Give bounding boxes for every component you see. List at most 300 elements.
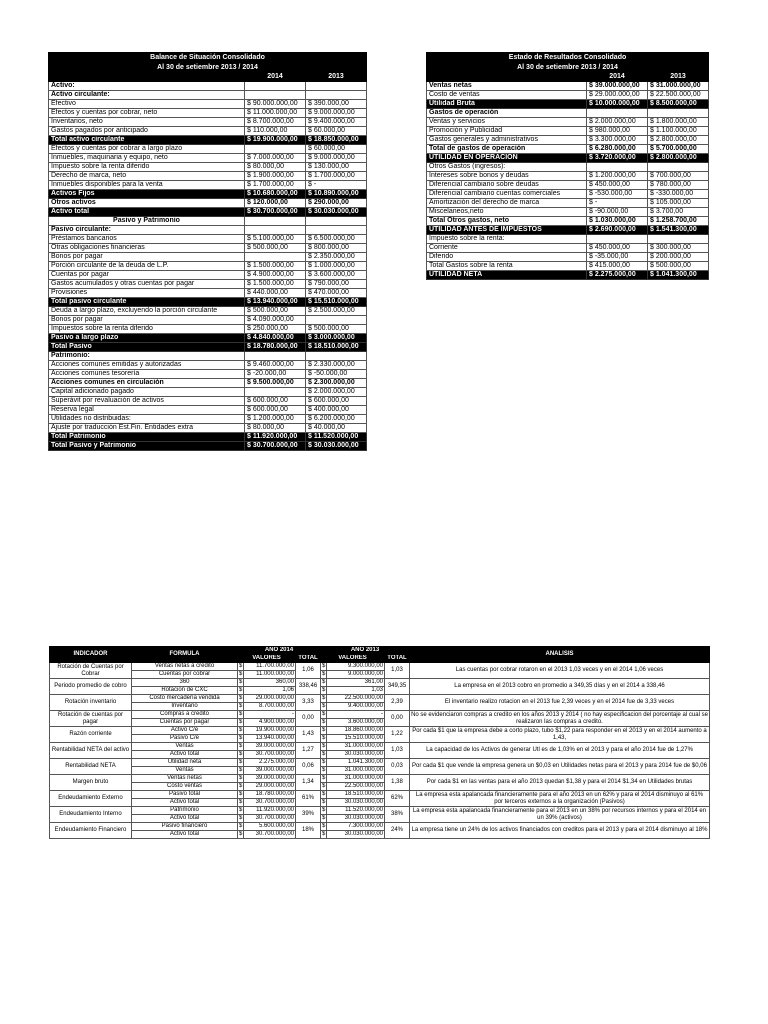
ratio-indicator: Margen bruto bbox=[50, 775, 132, 791]
results-row-2013: $ 300.000,00 bbox=[648, 244, 709, 253]
results-subtitle: Al 30 de setiembre 2013 / 2014 bbox=[427, 63, 709, 73]
balance-row bbox=[49, 190, 367, 199]
ratios-header-analisis: ANALISIS bbox=[410, 647, 710, 663]
ratio-2014-total: 0,06 bbox=[296, 759, 321, 775]
currency-sign: $ bbox=[322, 703, 326, 709]
ratio-2014-total: 1,06 bbox=[296, 663, 321, 679]
results-row bbox=[427, 208, 709, 217]
ratio-2013-numerator: - bbox=[327, 711, 385, 719]
results-row-2014: $ 1.030.000,00 bbox=[587, 217, 648, 226]
balance-row-label: Otros activos bbox=[49, 199, 245, 208]
results-row bbox=[427, 217, 709, 226]
ratio-2013-numerator: 1.041.300,00 bbox=[327, 759, 385, 767]
balance-row-2014: $ 30.700.000,00 bbox=[245, 208, 306, 217]
currency-sign: $ bbox=[239, 807, 243, 813]
ratios-header-formula: FORMULA bbox=[132, 647, 238, 663]
balance-row-label: Activo total bbox=[49, 208, 245, 217]
results-row-2013: $ 1.258.700,00 bbox=[648, 217, 709, 226]
results-row bbox=[427, 118, 709, 127]
balance-row-2014: $ 1.500.000,00 bbox=[245, 280, 306, 289]
balance-row-2014 bbox=[245, 226, 306, 235]
results-row-label: Ventas y servicios bbox=[427, 118, 587, 127]
balance-row-label: Reserva legal bbox=[49, 406, 245, 415]
results-row bbox=[427, 181, 709, 190]
balance-row-2014: $ 11.920.000,00 bbox=[245, 433, 306, 442]
balance-row-2013: $ 6.200.000,00 bbox=[306, 415, 367, 424]
ratio-formula-numerator: Ventas netas bbox=[132, 775, 238, 783]
ratio-2013-total: 1,03 bbox=[385, 663, 410, 679]
balance-row bbox=[49, 397, 367, 406]
ratio-formula-numerator: Pasivo total bbox=[132, 791, 238, 799]
ratio-formula-numerator: Costo mercadería vendida bbox=[132, 695, 238, 703]
results-row bbox=[427, 253, 709, 262]
currency-sign: $ bbox=[322, 815, 326, 821]
results-row-2013: $ 1.541.300,00 bbox=[648, 226, 709, 235]
results-row-2013: $ 1.800.000,00 bbox=[648, 118, 709, 127]
results-row-2013: $ 1.041.300,00 bbox=[648, 271, 709, 280]
results-row-label: Total Otros gastos, neto bbox=[427, 217, 587, 226]
results-row-2014: $ 980.000,00 bbox=[587, 127, 648, 136]
results-row-label: UTILIDAD EN OPERACIÓN bbox=[427, 154, 587, 163]
balance-row-2014: $ 10.680.000,00 bbox=[245, 190, 306, 199]
balance-subtitle: Al 30 de setiembre 2013 / 2014 bbox=[49, 63, 367, 73]
ratio-analysis: Por cada $1 en las ventas para el año 2013 quedan $1,38 y para el 2014 $1,34 en Utilidades brutas bbox=[410, 775, 710, 791]
balance-row-label: Inmuebles disponibles para la venta bbox=[49, 181, 245, 190]
balance-sheet-table bbox=[48, 52, 366, 451]
balance-row bbox=[49, 109, 367, 118]
currency-sign: $ bbox=[322, 831, 326, 837]
currency-sign: $ bbox=[239, 719, 243, 725]
ratio-analysis: La capacidad de los Activos de generar Utl es de 1,03% en el 2013 y para el año 2014 fue de 1,27% bbox=[410, 743, 710, 759]
ratios-header-valores-2013: VALORES bbox=[321, 655, 385, 663]
balance-row-2014 bbox=[245, 253, 306, 262]
results-row-label: Corriente bbox=[427, 244, 587, 253]
results-row-2014: $ 29.000.000,00 bbox=[587, 91, 648, 100]
balance-row-2013: $ 10.890.000,00 bbox=[306, 190, 367, 199]
currency-sign: $ bbox=[239, 799, 243, 805]
ratio-2013-total: 2,39 bbox=[385, 695, 410, 711]
balance-row-label: Bonos por pagar bbox=[49, 316, 245, 325]
currency-sign: $ bbox=[322, 791, 326, 797]
currency-sign: $ bbox=[239, 703, 243, 709]
results-row bbox=[427, 145, 709, 154]
balance-row-label: Patrimonio: bbox=[49, 352, 245, 361]
results-row bbox=[427, 82, 709, 91]
balance-row-2014: $ 500.000,00 bbox=[245, 244, 306, 253]
results-row-2014: $ 450.000,00 bbox=[587, 244, 648, 253]
results-row-label: Total Gastos sobre la renta bbox=[427, 262, 587, 271]
results-row-label: Amortización del derecho de marca bbox=[427, 199, 587, 208]
balance-row-2013: $ 30.030.000,00 bbox=[306, 442, 367, 451]
ratios-header-valores-2014: VALORES bbox=[238, 655, 296, 663]
ratio-analysis: La empresa en el 2013 cobro en promedio a 349,35 días y en el 2014 a 338,46 bbox=[410, 679, 710, 695]
ratio-2014-numerator: 11.920.000,00 bbox=[244, 807, 296, 815]
balance-row-label: Pasivo circulante: bbox=[49, 226, 245, 235]
currency-sign: $ bbox=[239, 727, 243, 733]
ratio-analysis: No se evidenciaron compras a credito en los años 2013 y 2014 ( no hay especificacion del porcentaje al cual se realizaron las compras a credito. bbox=[411, 711, 708, 725]
balance-row-label: Superávit por revaluación de activos bbox=[49, 397, 245, 406]
results-row bbox=[427, 109, 709, 118]
currency-sign: $ bbox=[239, 751, 243, 757]
ratio-row bbox=[50, 759, 710, 767]
results-row bbox=[427, 226, 709, 235]
ratio-2014-denominator: 1,06 bbox=[244, 687, 296, 695]
ratio-2013-total: 62% bbox=[385, 791, 410, 807]
balance-row-label: Total activo circulante bbox=[49, 136, 245, 145]
results-row-2014: $ 3.300.000,00 bbox=[587, 136, 648, 145]
results-row-2013: $ 700.000,00 bbox=[648, 172, 709, 181]
currency-sign: $ bbox=[239, 831, 243, 837]
results-row bbox=[427, 244, 709, 253]
currency-sign: $ bbox=[239, 671, 243, 677]
ratio-2013-total: 0,00 bbox=[385, 711, 410, 727]
currency-sign: $ bbox=[239, 767, 243, 773]
balance-row-label: Utilidades no distribuidas: bbox=[49, 415, 245, 424]
balance-row-2013: $ 2.350.000,00 bbox=[306, 253, 367, 262]
balance-row-2013: $ 3.600.000,00 bbox=[306, 271, 367, 280]
currency-sign: $ bbox=[239, 735, 243, 741]
ratio-indicator: Endeudamiento Externo bbox=[50, 791, 132, 807]
results-row-2013: $ 780.000,00 bbox=[648, 181, 709, 190]
balance-row-2014: $ 4.840.000,00 bbox=[245, 334, 306, 343]
ratio-formula-denominator: Cuentas por cobrar bbox=[132, 671, 238, 679]
currency-sign: $ bbox=[322, 783, 326, 789]
ratios-header-total-2013: TOTAL bbox=[385, 655, 410, 663]
balance-row-label: Bonos por pagar bbox=[49, 253, 245, 262]
ratio-2013-denominator: 31.000.000,00 bbox=[327, 767, 385, 775]
results-row-2014 bbox=[587, 163, 648, 172]
results-row-2014: $ -90.000,00 bbox=[587, 208, 648, 217]
ratios-header-2014: AÑO 2014 bbox=[238, 647, 321, 655]
balance-row-2014: $ 90.000.000,00 bbox=[245, 100, 306, 109]
balance-row-label: Total Pasivo bbox=[49, 343, 245, 352]
balance-row-2014: $ 1.900.000,00 bbox=[245, 172, 306, 181]
ratio-2014-denominator: 30.700.000,00 bbox=[244, 831, 296, 839]
results-row-2014: $ 2.000.000,00 bbox=[587, 118, 648, 127]
balance-row-label: Acciones comunes en circulación bbox=[49, 379, 245, 388]
balance-row-2013: $ 1.000.000,00 bbox=[306, 262, 367, 271]
balance-row-label: Provisiones bbox=[49, 289, 245, 298]
ratio-indicator: Rotación inventario bbox=[50, 695, 132, 711]
balance-col-2013: 2013 bbox=[306, 73, 367, 82]
balance-row-2014: $ 7.000.000,00 bbox=[245, 154, 306, 163]
results-row-2013: $ 2.800.000,00 bbox=[648, 154, 709, 163]
currency-sign: $ bbox=[322, 775, 326, 781]
balance-row-2013: $ 3.000.000,00 bbox=[306, 334, 367, 343]
balance-row bbox=[49, 127, 367, 136]
balance-row-2013: $ 6.500.000,00 bbox=[306, 235, 367, 244]
balance-row-label: Activo circulante: bbox=[49, 91, 245, 100]
results-row-label: Gastos de operación bbox=[427, 109, 587, 118]
balance-row bbox=[49, 343, 367, 352]
results-row-label: Diferencial cambiario sobre deudas bbox=[427, 181, 587, 190]
balance-row bbox=[49, 442, 367, 451]
results-row-2013 bbox=[648, 163, 709, 172]
ratio-2014-numerator: 5.600.000,00 bbox=[244, 823, 296, 831]
ratio-analysis: La empresa esta apalancada financieramente para el 2013 en un 38% por recursos internos y para el 2014 en un 39% (activos) bbox=[410, 807, 710, 823]
balance-row bbox=[49, 226, 367, 235]
balance-row-2013: $ 800.000,00 bbox=[306, 244, 367, 253]
currency-sign: $ bbox=[322, 663, 326, 669]
ratios-header-total-2014: TOTAL bbox=[296, 655, 321, 663]
balance-row-label: Total Pasivo y Patrimonio bbox=[49, 442, 245, 451]
ratio-2014-denominator: 29.000.000,00 bbox=[244, 783, 296, 791]
balance-row bbox=[49, 370, 367, 379]
ratio-2014-total: 39% bbox=[296, 807, 321, 823]
currency-sign: $ bbox=[239, 679, 243, 685]
results-row-2013: $ 2.800.000,00 bbox=[648, 136, 709, 145]
currency-sign: $ bbox=[239, 815, 243, 821]
results-row-label: Total de gastos de operación bbox=[427, 145, 587, 154]
balance-row-2013: $ 18.510.000,00 bbox=[306, 343, 367, 352]
ratio-2014-total: 338,46 bbox=[296, 679, 321, 695]
currency-sign: $ bbox=[239, 743, 243, 749]
results-row-2014: $ 6.280.000,00 bbox=[587, 145, 648, 154]
balance-row bbox=[49, 208, 367, 217]
balance-row-label: Impuestos sobre la renta diferido bbox=[49, 325, 245, 334]
balance-row-2014: $ 80.000,00 bbox=[245, 163, 306, 172]
balance-row bbox=[49, 406, 367, 415]
balance-row-2014: $ 8.700.000,00 bbox=[245, 118, 306, 127]
ratio-2014-numerator: 39.000.000,00 bbox=[244, 775, 296, 783]
results-row-2014: $ -530.000,00 bbox=[587, 190, 648, 199]
results-row-2013: $ 1.100.000,00 bbox=[648, 127, 709, 136]
results-row-2014: $ 3.720.000,00 bbox=[587, 154, 648, 163]
balance-row-2013: $ 600.000,00 bbox=[306, 397, 367, 406]
ratio-2014-total: 1,34 bbox=[296, 775, 321, 791]
currency-sign: $ bbox=[239, 791, 243, 797]
ratio-formula-denominator: Activo total bbox=[132, 751, 238, 759]
ratio-indicator: Rentabilidad NETA bbox=[50, 759, 132, 775]
income-statement-table bbox=[426, 52, 708, 280]
ratio-2013-total: 38% bbox=[385, 807, 410, 823]
balance-row-2013: $ 9.000.000,00 bbox=[306, 154, 367, 163]
results-row-2014 bbox=[587, 109, 648, 118]
results-row bbox=[427, 154, 709, 163]
balance-row-2014: $ 1.700.000,00 bbox=[245, 181, 306, 190]
currency-sign: $ bbox=[239, 823, 243, 829]
ratio-2014-total: 61% bbox=[296, 791, 321, 807]
ratio-formula-denominator: Ventas bbox=[132, 767, 238, 775]
balance-row bbox=[49, 244, 367, 253]
results-row-2014 bbox=[587, 235, 648, 244]
balance-row bbox=[49, 271, 367, 280]
results-row bbox=[427, 172, 709, 181]
ratio-row bbox=[50, 823, 710, 831]
ratio-indicator: Endeudamiento Financiero bbox=[50, 823, 132, 839]
balance-row-label: Impuesto sobre la renta diferido bbox=[49, 163, 245, 172]
ratio-formula-numerator: Activo C/e bbox=[132, 727, 238, 735]
balance-row-2014: $ 11.000.000,00 bbox=[245, 109, 306, 118]
results-row-label: Promoción y Publicidad bbox=[427, 127, 587, 136]
balance-row bbox=[49, 217, 367, 226]
results-row bbox=[427, 91, 709, 100]
ratio-2014-numerator: 39.000.000,00 bbox=[244, 743, 296, 751]
balance-row-label: Préstamos bancarios bbox=[49, 235, 245, 244]
currency-sign: $ bbox=[322, 751, 326, 757]
balance-row-2013: $ 290.000,00 bbox=[306, 199, 367, 208]
results-row bbox=[427, 163, 709, 172]
results-row-label: Miscelaneos,neto bbox=[427, 208, 587, 217]
results-row-2013: $ 3.700,00 bbox=[648, 208, 709, 217]
results-row-2013 bbox=[648, 235, 709, 244]
results-row-label: Otros Gastos (ingresos): bbox=[427, 163, 587, 172]
balance-row-2013 bbox=[306, 352, 367, 361]
currency-sign: $ bbox=[322, 823, 326, 829]
results-row-2013: $ 105.000,00 bbox=[648, 199, 709, 208]
currency-sign: $ bbox=[322, 759, 326, 765]
ratio-row bbox=[50, 807, 710, 815]
results-header-blank bbox=[427, 73, 587, 82]
ratio-2013-denominator: 22.500.000,00 bbox=[327, 783, 385, 791]
results-row-2014: $ 10.000.000,00 bbox=[587, 100, 648, 109]
results-row-label: UTILIDAD ANTES DE IMPUESTOS bbox=[427, 226, 587, 235]
ratio-indicator: Endeudamiento Interno bbox=[50, 807, 132, 823]
ratios-table bbox=[49, 646, 709, 839]
balance-row-2014 bbox=[245, 145, 306, 154]
results-row-2013: $ 500.000,00 bbox=[648, 262, 709, 271]
ratio-2013-numerator: 7.300.000,00 bbox=[327, 823, 385, 831]
ratio-2013-numerator: 361,00 bbox=[327, 679, 385, 687]
results-title: Estado de Resultados Consolidado bbox=[427, 53, 709, 63]
results-row-label: Ventas netas bbox=[427, 82, 587, 91]
balance-row-2013 bbox=[306, 82, 367, 91]
balance-row-2014: $ 110.000,00 bbox=[245, 127, 306, 136]
balance-row-2013: $ 60.000,00 bbox=[306, 127, 367, 136]
currency-sign: $ bbox=[322, 711, 326, 717]
balance-row-2013 bbox=[306, 217, 367, 226]
ratio-analysis: La empresa tiene un 24% de los activos financiados con creditos para el 2013 y para el 2014 disminuyo al 18% bbox=[410, 823, 710, 839]
results-row-label: Impuesto sobre la renta: bbox=[427, 235, 587, 244]
ratio-formula-numerator: Compras a credito bbox=[132, 711, 238, 719]
ratio-2014-total: 1,27 bbox=[296, 743, 321, 759]
ratio-2013-numerator: 18.510.000,00 bbox=[327, 791, 385, 799]
ratio-analysis: Las cuentas por cobrar rotaron en el 2013 1,03 veces y en el 2014 1,06 veces bbox=[410, 663, 710, 679]
balance-row-2014: $ 1.500.000,00 bbox=[245, 262, 306, 271]
currency-sign: $ bbox=[322, 735, 326, 741]
ratio-2014-total: 3,33 bbox=[296, 695, 321, 711]
balance-row-2013 bbox=[306, 91, 367, 100]
currency-sign: $ bbox=[322, 799, 326, 805]
ratio-row bbox=[50, 695, 710, 703]
ratio-formula-denominator: Activo total bbox=[132, 831, 238, 839]
balance-row bbox=[49, 253, 367, 262]
ratio-row bbox=[50, 775, 710, 783]
ratio-indicator: Rotación de Cuentas por Cobrar bbox=[50, 663, 132, 679]
balance-row-2013: $ - bbox=[306, 181, 367, 190]
balance-row bbox=[49, 325, 367, 334]
balance-row-label: Inmuebles, maquinaria y equipo, neto bbox=[49, 154, 245, 163]
balance-row-2014: $ 4.090.000,00 bbox=[245, 316, 306, 325]
balance-row-label: Activo: bbox=[49, 82, 245, 91]
balance-row-label: Activos Fijos bbox=[49, 190, 245, 199]
balance-row-2013: $ 9.000.000,00 bbox=[306, 109, 367, 118]
currency-sign: $ bbox=[239, 759, 243, 765]
results-row bbox=[427, 127, 709, 136]
balance-row bbox=[49, 262, 367, 271]
balance-row-2014: $ 4.900.000,00 bbox=[245, 271, 306, 280]
balance-row-2013: $ 18.850.000,00 bbox=[306, 136, 367, 145]
balance-row-2013: $ 30.030.000,00 bbox=[306, 208, 367, 217]
balance-row-2013: $ 11.520.000,00 bbox=[306, 433, 367, 442]
balance-row bbox=[49, 316, 367, 325]
balance-row-label: Efectivo bbox=[49, 100, 245, 109]
balance-row-2014 bbox=[245, 217, 306, 226]
balance-row-2014: $ 440.000,00 bbox=[245, 289, 306, 298]
balance-row-2013: $ 2.000.000,00 bbox=[306, 388, 367, 397]
balance-row-2013: $ 40.000,00 bbox=[306, 424, 367, 433]
balance-row-2014: $ -20.000,00 bbox=[245, 370, 306, 379]
ratio-2014-denominator: 30.700.000,00 bbox=[244, 751, 296, 759]
ratio-2014-numerator: - bbox=[244, 711, 296, 719]
balance-row-2014: $ 5.100.000,00 bbox=[245, 235, 306, 244]
currency-sign: $ bbox=[322, 687, 326, 693]
balance-row-2013: $ 1.700.000,00 bbox=[306, 172, 367, 181]
ratio-2013-total: 1,03 bbox=[385, 743, 410, 759]
balance-row-label: Inventarios, neto bbox=[49, 118, 245, 127]
results-row-label: UTILIDAD NETA bbox=[427, 271, 587, 280]
balance-row bbox=[49, 181, 367, 190]
balance-row-label: Deuda a largo plazo, excluyendo la porción circulante bbox=[49, 307, 245, 316]
ratio-2013-numerator: 31.000.000,00 bbox=[327, 743, 385, 751]
ratio-2014-numerator: 18.780.000,00 bbox=[244, 791, 296, 799]
results-row-2014: $ 39.000.000,00 bbox=[587, 82, 648, 91]
ratio-2013-denominator: 9.000.000,00 bbox=[327, 671, 385, 679]
ratio-2014-denominator: 11.000.000,00 bbox=[244, 671, 296, 679]
balance-row bbox=[49, 379, 367, 388]
ratio-indicator: Rotación de cuentas por pagar bbox=[50, 711, 132, 727]
balance-row-2014: $ 500.000,00 bbox=[245, 307, 306, 316]
ratio-formula-numerator: 360 bbox=[132, 679, 238, 687]
results-row-2013: $ -330.000,00 bbox=[648, 190, 709, 199]
ratio-indicator: Razón corriente bbox=[50, 727, 132, 743]
results-row bbox=[427, 100, 709, 109]
balance-row-label: Capital adicionado pagado bbox=[49, 388, 245, 397]
balance-row bbox=[49, 352, 367, 361]
results-row bbox=[427, 262, 709, 271]
ratio-2013-denominator: 30.030.000,00 bbox=[327, 799, 385, 807]
results-col-2014: 2014 bbox=[587, 73, 648, 82]
balance-row-label: Acciones comunes emitidas y autorizadas bbox=[49, 361, 245, 370]
ratio-row bbox=[50, 743, 710, 751]
balance-row bbox=[49, 82, 367, 91]
balance-col-2014: 2014 bbox=[245, 73, 306, 82]
balance-row-2014 bbox=[245, 352, 306, 361]
ratio-analysis: Por cada $1 que vende la empresa genera un $0,03 en Utilidades netas para el 2013 y para 2014 fue de $0,06 bbox=[410, 759, 710, 775]
balance-row bbox=[49, 433, 367, 442]
results-row bbox=[427, 190, 709, 199]
ratio-2013-denominator: 3.600.000,00 bbox=[327, 719, 385, 727]
results-row-2014: $ 415.000,00 bbox=[587, 262, 648, 271]
ratio-row bbox=[50, 663, 710, 671]
results-row-label: Utilidad Bruta bbox=[427, 100, 587, 109]
ratio-2013-numerator: 11.520.000,00 bbox=[327, 807, 385, 815]
balance-row-2013: $ 60.000,00 bbox=[306, 145, 367, 154]
results-row-2014: $ 450.000,00 bbox=[587, 181, 648, 190]
balance-row-2014: $ 250.000,00 bbox=[245, 325, 306, 334]
ratio-formula-denominator: Cuentas por pagar bbox=[132, 719, 238, 727]
ratio-2013-numerator: 31.000.000,00 bbox=[327, 775, 385, 783]
ratio-2013-denominator: 15.510.000,00 bbox=[327, 735, 385, 743]
balance-row-2013 bbox=[306, 316, 367, 325]
results-row-2013: $ 200.000,00 bbox=[648, 253, 709, 262]
currency-sign: $ bbox=[239, 783, 243, 789]
ratio-indicator: Rentabilidad NETA del activo bbox=[50, 743, 132, 759]
ratio-analysis: La empresa esta apalancada financieramente para el año 2013 en un 62% y para el 2014 disminuyo al 61% por terceros externos a la organización (Pasivos) bbox=[410, 791, 710, 807]
ratio-formula-denominator: Activo total bbox=[132, 815, 238, 823]
balance-row bbox=[49, 388, 367, 397]
currency-sign: $ bbox=[322, 767, 326, 773]
